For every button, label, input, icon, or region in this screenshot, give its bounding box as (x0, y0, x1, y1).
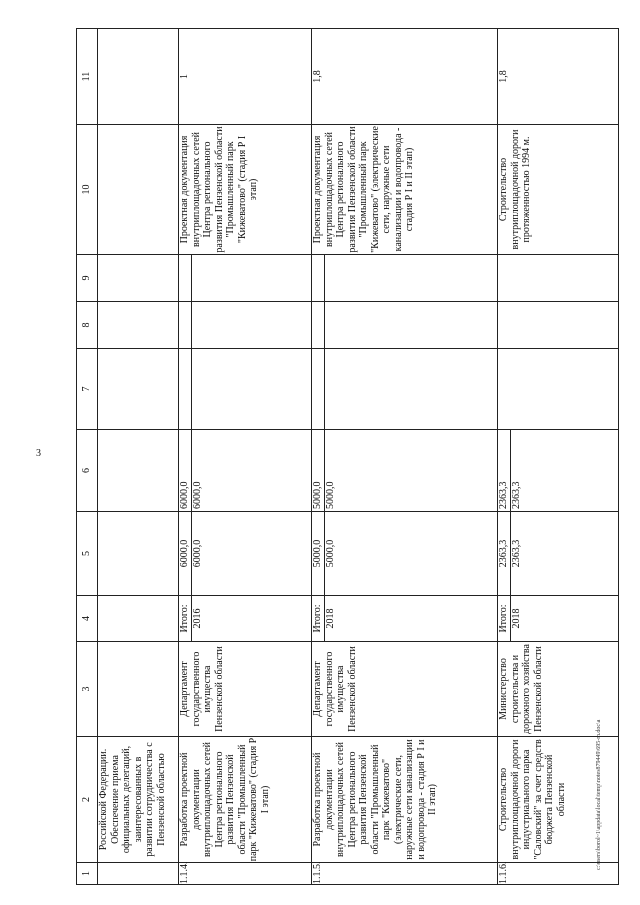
header-cell: 1 (77, 863, 98, 885)
expected-result: Строительство внутриплощадочной дороги протяженностью 1994 м. (498, 125, 619, 255)
header-cell: 2 (77, 737, 98, 863)
executor: Министерство строительства и дорожного хозяйства Пензенской области (498, 642, 619, 737)
rotated-table-container (76, 29, 620, 885)
indicator-value: 1,8 (498, 29, 619, 125)
header-row (77, 29, 98, 885)
header-cell: 8 (77, 302, 98, 349)
indicator-value: 1,8 (312, 29, 498, 125)
indicator-value: 1 (179, 29, 312, 125)
header-cell: 3 (77, 642, 98, 737)
table-row (312, 29, 498, 885)
amount-total: 2363,3 (498, 430, 510, 511)
program-table (76, 28, 619, 885)
amount-year: 6000,0 (191, 481, 203, 509)
amount-total: 2363,3 (498, 512, 510, 595)
header-cell: 5 (77, 512, 98, 596)
row-number: 1.1.5. (312, 863, 498, 885)
amount-total: 6000,0 (179, 430, 191, 511)
amount-year: 2363,3 (510, 481, 522, 509)
measure-description: Российской Федерации. Обеспечение приема официальных делегаций, заинтересованных в развитии сотрудничества с Пензенской областью (98, 737, 179, 863)
amount-total: 6000,0 (179, 512, 191, 595)
expected-result: Проектная документация внутриплощадочных сетей Центра регионального развития Пензенской области "Промышленный парк "Кижеватово" (электрические сети, наружные сети канализации и водопровода - стадия Р I и II этап) (312, 125, 498, 255)
amount-year: 5000,0 (324, 539, 336, 568)
header-cell: 11 (77, 29, 98, 125)
table-row (498, 29, 619, 885)
total-label: Итого: (179, 596, 191, 641)
total-label: Итого: (312, 596, 324, 641)
header-cell: 4 (77, 596, 98, 642)
expected-result: Проектная документация внутриплощадочных сетей Центра регионального развития Пензенской области "Промышленный парк "Кижеватово" (стадия Р I этап) (179, 125, 312, 255)
amount-year: 2363,3 (510, 539, 522, 568)
header-cell: 6 (77, 430, 98, 512)
header-cell: 9 (77, 255, 98, 302)
amount-total: 5000,0 (312, 512, 324, 595)
measure-description: Разработка проектной документации внутриплощадочных сетей Центра регионального развития Пензенской области "Промышленный парк "Кижеватово" (электрические сети, наружные сети канализации и водопровода - стадия Р I и II этап) (312, 737, 498, 863)
row-number: 1.1.4. (179, 863, 312, 885)
table-row (98, 29, 179, 885)
year: 2018 (324, 608, 336, 629)
executor: Департамент государственного имущества Пензенской области (312, 642, 498, 737)
executor: Департамент государственного имущества Пензенской области (179, 642, 312, 737)
amount-year: 6000,0 (191, 539, 203, 568)
total-label: Итого: (498, 596, 510, 641)
table-row (179, 29, 312, 885)
year: 2018 (510, 608, 522, 629)
header-cell: 10 (77, 125, 98, 255)
measure-description: Разработка проектной документации внутриплощадочных сетей Центра регионального развития Пензенской области "Промышленный парк "Кижеватово" (стадия Р I этап) (179, 737, 312, 863)
amount-total: 5000,0 (312, 430, 324, 511)
header-cell: 7 (77, 349, 98, 430)
amount-year: 5000,0 (324, 481, 336, 509)
footer-file-path: c:\users\borol~1\appdata\local\temp\notes879449\695-m.doc\a (596, 719, 602, 870)
measure-description: Строительство внутриплощадочной дороги индустриального парка "Саловский" за счет средств бюджета Пензенской области (498, 737, 619, 863)
row-number: 1.1.6. (498, 863, 619, 885)
year: 2016 (191, 608, 203, 629)
page-number: 3 (36, 448, 41, 459)
